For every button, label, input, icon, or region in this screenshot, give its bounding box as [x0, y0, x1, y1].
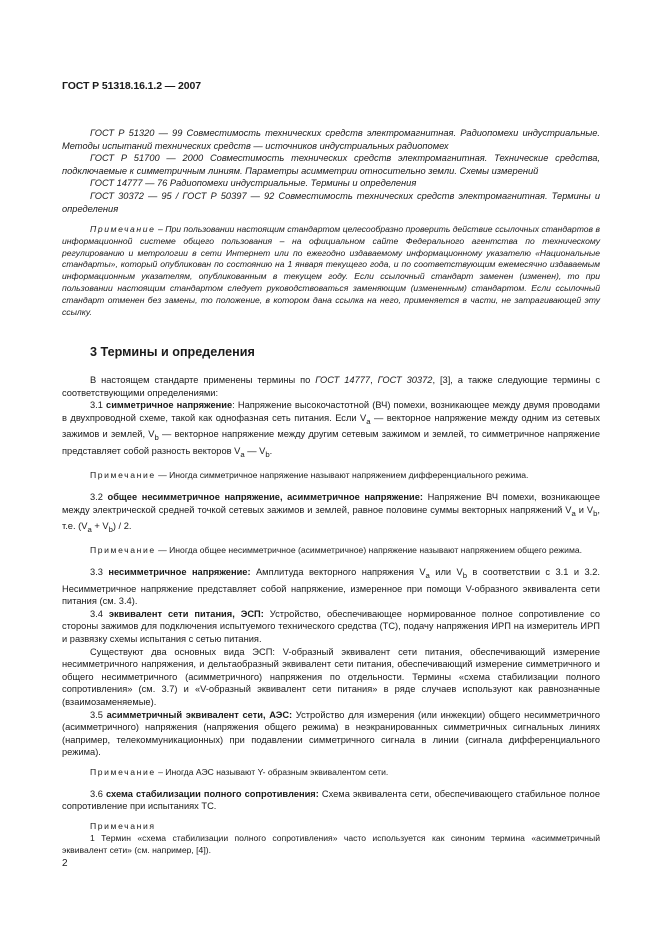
references-note	[62, 224, 600, 318]
term-name: общее несимметричное напряжение, асимметричное напряжение:	[107, 491, 424, 502]
term-3-4: 3.4 эквивалент сети питания, ЭСП: Устройство, обеспечивающее нормированное полное сопротивление со стороны зажимов для подключения испытуемого технического средства (ТС), подачу напряжения ИРП на измеритель ИРП и развязку схемы испытания с сетью питания.	[62, 608, 600, 645]
reference-link: ГОСТ 14777	[315, 375, 371, 385]
term-3-3: 3.3 несимметричное напряжение: Амплитуда векторного напряжения $V_a$ или $V_b$ в соответствии с 3.1 и 3.2. Несимметричное напряжение представляет собой напряжение, измеренное при помощи V-образного эквивалента сети питания (см. 3.4).	[62, 567, 600, 607]
term-3-5-note: Примечание – Иногда АЭС называют Y- образным эквивалентом сети.	[90, 767, 389, 777]
term-name: симметричное напряжение	[106, 400, 233, 411]
term-3-2: 3.2 общее несимметричное напряжение, асимметричное напряжение: Напряжение ВЧ помехи, возникающее между электрической средней точкой сетевых зажимов и землей, равное половине суммы векторных напряжений $V_a$ и $V_b$, т.е. $(V_a + V_b) / 2$.	[62, 491, 601, 534]
term-name: несимметричное напряжение:	[108, 567, 251, 578]
reference-item: ГОСТ 30372 — 95 / ГОСТ Р 50397 — 92 Совместимость технических средств электромагнитная. Термины и определения	[62, 190, 600, 214]
term-3-2-note: Примечание — Иногда общее несимметричное (асимметричное) напряжение называют напряжением общего режима.	[90, 545, 583, 556]
intro-paragraph: В настоящем стандарте применены термины по ГОСТ 14777, ГОСТ 30372, [3], а также следующие термины с соответствующими определениями:	[62, 375, 601, 398]
section-body	[62, 374, 600, 856]
term-3-1-note: Примечание — Иногда симметричное напряжение называют напряжением дифференциального режима.	[90, 470, 529, 481]
term-name: эквивалент сети питания, ЭСП:	[108, 608, 264, 619]
term-3-1: 3.1 симметричное напряжение: Напряжение высокочастотной (ВЧ) помехи, возникающее между двумя проводами в двухпроводной схеме, такой как однофазная сеть питания. Если $V_a$ — векторное напряжение между одним из сетевых зажимов и землей, $V_b$ — векторное напряжение между другим сетевым зажимом и землей, то симметричное напряжение представляет собой разность векторов $V_a$ — $V_b$.	[62, 400, 600, 459]
references-list	[62, 127, 600, 215]
reference-item: ГОСТ Р 51700 — 2000 Совместимость технических средств электромагнитная. Технические средства, подключаемые к симметричным линиям. Параметры асимметрии относительно земли. Схемы измерений	[62, 153, 600, 176]
reference-item: ГОСТ 14777 — 76 Радиопомехи индустриальные. Термины и определения	[90, 178, 417, 189]
reference-item: ГОСТ Р 51320 — 99 Совместимость технических средств электромагнитная. Радиопомехи индустриальные. Методы испытаний технических средств — источников индустриальных радиопомех	[62, 128, 600, 151]
document-header: ГОСТ Р 51318.16.1.2 — 2007	[62, 80, 201, 92]
term-3-6-note-1: 1 Термин «схема стабилизации полного сопротивления» часто используется как синоним термина «асимметричный эквивалент сети» (см. например, [4]).	[62, 832, 600, 855]
term-name: схема стабилизации полного сопротивления:	[105, 788, 319, 799]
term-3-6-notes-label: Примечания	[90, 820, 156, 831]
term-3-5: 3.5 асимметричный эквивалент сети, АЭС: Устройство для измерения (или инжекции) общего несимметричного (асимметричного) напряжения (напряжения общего режима) в неэкранированных симметричных сигнальных линиях (например, телекоммуникационных) при подавлении симметричного сигнала в линии (сигнала дифференциального режима).	[62, 709, 600, 758]
note-label: Примечание	[90, 224, 156, 234]
term-3-6: 3.6 схема стабилизации полного сопротивления: Схема эквивалента сети, обеспечивающего стабильное полное сопротивление при испытаниях ТС.	[62, 788, 600, 812]
section-title: 3 Термины и определения	[90, 345, 255, 359]
reference-link: ГОСТ 30372	[377, 375, 433, 385]
term-3-4-para: Существуют два основных вида ЭСП: V-образный эквивалент сети питания, обеспечивающий измерение несимметричного напряжения, и дельтаобразный эквивалент сети питания, обеспечивающий измерение симметричного и общего несимметричного (асимметричного) напряжения по отдельности. Термины «схема стабилизации полного сопротивления» (см. 3.7) и «V-образный эквивалент сети питания» в ряде случаев используют как равнозначные (взаимозаменяемые).	[62, 646, 600, 708]
term-name: асимметричный эквивалент сети, АЭС:	[106, 709, 293, 720]
note-text: – При пользовании настоящим стандартом целесообразно проверить действие ссылочных стандартов в информационной системе общего пользования – на официальном сайте Федерального агентства по техническому регулированию и метрологии в сети Интернет или по ежегодно издаваемому информационному указателю «Национальные стандарты», который опубликован по состоянию на 1 января текущего года, и по соответствующим ежемесячно издаваемым информационным указателям, опубликованным в текущем году. Если ссылочный стандарт заменен (изменен), то при пользовании настоящим стандартом следует руководствоваться заменяющим (измененным) стандартом. Если ссылочный стандарт отменен без замены, то положение, в котором дана ссылка на него, применяется в части, не затрагивающей эту ссылку.	[62, 224, 601, 317]
page-number: 2	[62, 858, 68, 869]
